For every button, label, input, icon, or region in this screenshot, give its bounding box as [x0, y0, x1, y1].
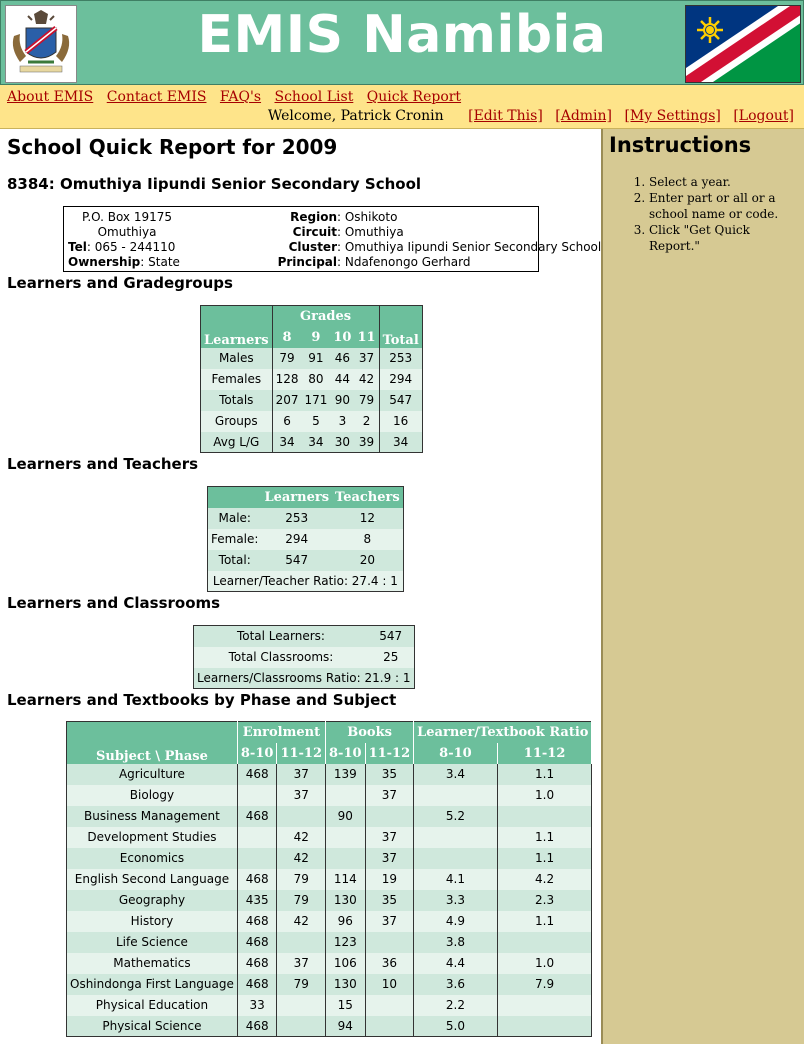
- phase-value: 2.3: [497, 890, 592, 911]
- phase-value: 3.4: [414, 764, 498, 785]
- gradegroups-table: [200, 305, 423, 453]
- table-row: [201, 390, 423, 411]
- phase-value: 4.9: [414, 911, 498, 932]
- phase-value: 1.1: [497, 764, 592, 785]
- phase-value: 114: [326, 869, 366, 890]
- phase-value: 139: [326, 764, 366, 785]
- phase-value: 106: [326, 953, 366, 974]
- phase-value: 37: [365, 827, 414, 848]
- nav-faqs[interactable]: FAQ's: [219, 89, 262, 105]
- phase-value: [497, 932, 592, 953]
- teachers-value: 8: [332, 529, 403, 550]
- phase-value: [326, 827, 366, 848]
- row-total: 294: [379, 369, 422, 390]
- col-learners: Learners: [201, 306, 273, 348]
- table-row: [67, 911, 592, 932]
- town: Omuthiya: [97, 225, 157, 239]
- row-label: Total Learners:: [194, 626, 368, 647]
- instruction-step: 3. Click "Get Quick Report.": [649, 222, 799, 254]
- phase-value: 7.9: [497, 974, 592, 995]
- col-grade: 11: [354, 327, 379, 348]
- row-label: Females: [201, 369, 273, 390]
- phase-value: [365, 1016, 414, 1037]
- col-phase: 11-12: [277, 743, 326, 764]
- teachers-table: [207, 486, 404, 592]
- phase-value: [497, 1016, 592, 1037]
- table-row: [201, 432, 423, 453]
- phase-value: 130: [326, 890, 366, 911]
- table-row: [67, 764, 592, 785]
- phase-value: 79: [277, 869, 326, 890]
- section-textbooks: Learners and Textbooks by Phase and Subject: [7, 691, 397, 709]
- cluster-value: : Omuthiya Iipundi Senior Secondary School: [337, 240, 602, 254]
- phase-value: 1.1: [497, 911, 592, 932]
- phase-value: 130: [326, 974, 366, 995]
- phase-value: 3.3: [414, 890, 498, 911]
- col-phase: 11-12: [365, 743, 414, 764]
- po-box: P.O. Box 19175: [81, 210, 173, 224]
- phase-value: 35: [365, 890, 414, 911]
- col-grade: 9: [301, 327, 330, 348]
- col-ratio: Learner/Textbook Ratio: [414, 722, 592, 743]
- grade-value: 2: [354, 411, 379, 432]
- phase-value: 468: [237, 953, 277, 974]
- phase-value: 1.1: [497, 827, 592, 848]
- phase-value: [497, 995, 592, 1016]
- classrooms-table: [193, 625, 415, 689]
- phase-value: 1.0: [497, 785, 592, 806]
- table-row: [194, 647, 415, 668]
- learner-teacher-ratio: Learner/Teacher Ratio: 27.4 : 1: [208, 571, 404, 592]
- row-label: Males: [201, 348, 273, 369]
- phase-value: [326, 848, 366, 869]
- instruction-step: 1. Select a year.: [649, 174, 799, 190]
- admin-link[interactable]: [Admin]: [555, 108, 613, 124]
- grade-value: 91: [301, 348, 330, 369]
- grade-value: 207: [272, 390, 301, 411]
- phase-value: 37: [277, 785, 326, 806]
- circuit-value: : Omuthiya: [337, 225, 404, 239]
- page-title: School Quick Report for 2009: [7, 135, 338, 159]
- row-label: Avg L/G: [201, 432, 273, 453]
- nav-contact-emis[interactable]: Contact EMIS: [106, 89, 207, 105]
- section-classrooms: Learners and Classrooms: [7, 594, 221, 612]
- phase-value: 3.8: [414, 932, 498, 953]
- phase-value: 435: [237, 890, 277, 911]
- phase-value: 36: [365, 953, 414, 974]
- row-total: 34: [379, 432, 422, 453]
- col-grades: Grades: [272, 306, 379, 327]
- nav-school-list[interactable]: School List: [274, 89, 354, 105]
- subject-name: Geography: [67, 890, 238, 911]
- table-row: [67, 932, 592, 953]
- phase-value: 468: [237, 869, 277, 890]
- phase-value: 4.1: [414, 869, 498, 890]
- phase-value: 468: [237, 764, 277, 785]
- phase-value: 94: [326, 1016, 366, 1037]
- subject-name: Biology: [67, 785, 238, 806]
- col-books: Books: [326, 722, 414, 743]
- phase-value: 33: [237, 995, 277, 1016]
- phase-value: [277, 932, 326, 953]
- tel-label: Tel: [68, 240, 87, 254]
- grade-value: 6: [272, 411, 301, 432]
- grade-value: 90: [330, 390, 354, 411]
- phase-value: [277, 995, 326, 1016]
- logout-link[interactable]: [Logout]: [733, 108, 794, 124]
- table-row: [67, 974, 592, 995]
- phase-value: [365, 806, 414, 827]
- subject-name: Physical Science: [67, 1016, 238, 1037]
- col-blank: [208, 487, 262, 508]
- table-row: [194, 668, 415, 689]
- cluster-label: Cluster: [288, 240, 337, 254]
- region-label: Region: [290, 210, 337, 224]
- table-row: [208, 529, 404, 550]
- row-label: Groups: [201, 411, 273, 432]
- phase-value: 1.0: [497, 953, 592, 974]
- phase-value: [326, 785, 366, 806]
- nav-about-emis[interactable]: About EMIS: [7, 89, 94, 105]
- phase-value: 468: [237, 974, 277, 995]
- col-enrolment: Enrolment: [237, 722, 325, 743]
- subject-name: Economics: [67, 848, 238, 869]
- grade-value: 39: [354, 432, 379, 453]
- phase-value: 468: [237, 911, 277, 932]
- phase-value: 4.4: [414, 953, 498, 974]
- instructions-title: Instructions: [609, 133, 752, 157]
- learners-value: 253: [261, 508, 332, 529]
- row-total: 547: [379, 390, 422, 411]
- subject-name: Agriculture: [67, 764, 238, 785]
- table-row: [201, 411, 423, 432]
- phase-value: 37: [365, 911, 414, 932]
- textbooks-table: [66, 721, 592, 1037]
- col-phase: 8-10: [326, 743, 366, 764]
- site-header: [0, 0, 804, 85]
- col-learners: Learners: [261, 487, 332, 508]
- phase-value: 15: [326, 995, 366, 1016]
- grade-value: 46: [330, 348, 354, 369]
- tel-value: : 065 - 244110: [86, 240, 176, 254]
- site-title: EMIS Namibia: [197, 5, 607, 65]
- table-row: [194, 626, 415, 647]
- phase-value: 468: [237, 806, 277, 827]
- learner-classroom-ratio: Learners/Classrooms Ratio: 21.9 : 1: [194, 668, 415, 689]
- phase-value: [414, 848, 498, 869]
- row-total: 253: [379, 348, 422, 369]
- phase-value: 35: [365, 764, 414, 785]
- table-row: [208, 508, 404, 529]
- row-label: Total:: [208, 550, 262, 571]
- grade-value: 3: [330, 411, 354, 432]
- row-label: Total Classrooms:: [194, 647, 368, 668]
- phase-value: 79: [277, 890, 326, 911]
- col-total: Total: [379, 306, 422, 348]
- edit-this-link[interactable]: [Edit This]: [468, 108, 543, 124]
- phase-value: 96: [326, 911, 366, 932]
- subject-name: Oshindonga First Language: [67, 974, 238, 995]
- grade-value: 42: [354, 369, 379, 390]
- col-grade: 10: [330, 327, 354, 348]
- row-value: 547: [368, 626, 414, 647]
- grade-value: 44: [330, 369, 354, 390]
- grade-value: 171: [301, 390, 330, 411]
- col-teachers: Teachers: [332, 487, 403, 508]
- school-name: 8384: Omuthiya Iipundi Senior Secondary School: [7, 175, 422, 193]
- table-row: [67, 869, 592, 890]
- user-bar: [268, 108, 794, 124]
- col-phase: 11-12: [497, 743, 592, 764]
- ownership-label: Ownership: [68, 255, 141, 269]
- section-teachers: Learners and Teachers: [7, 455, 199, 473]
- instruction-step: 2. Enter part or all or a school name or code.: [649, 190, 799, 222]
- table-row: [208, 550, 404, 571]
- school-info-box: [63, 206, 602, 272]
- phase-value: 37: [365, 848, 414, 869]
- phase-value: 5.2: [414, 806, 498, 827]
- principal-value: : Ndafenongo Gerhard: [337, 255, 471, 269]
- instructions-list: [629, 174, 799, 254]
- grade-value: 34: [301, 432, 330, 453]
- region-value: : Oshikoto: [337, 210, 398, 224]
- phase-value: 37: [277, 764, 326, 785]
- phase-value: 5.0: [414, 1016, 498, 1037]
- phase-value: 79: [277, 974, 326, 995]
- namibia-flag-icon: [685, 5, 801, 83]
- col-phase: 8-10: [237, 743, 277, 764]
- subject-name: Mathematics: [67, 953, 238, 974]
- subject-name: English Second Language: [67, 869, 238, 890]
- row-label: Female:: [208, 529, 262, 550]
- subject-name: Life Science: [67, 932, 238, 953]
- phase-value: 42: [277, 827, 326, 848]
- phase-value: 468: [237, 932, 277, 953]
- phase-value: 42: [277, 848, 326, 869]
- table-row: [201, 348, 423, 369]
- col-grade: 8: [272, 327, 301, 348]
- phase-value: [497, 806, 592, 827]
- nav-bar: [0, 85, 804, 129]
- learners-value: 547: [261, 550, 332, 571]
- nav-quick-report[interactable]: Quick Report: [366, 89, 462, 105]
- table-row: [201, 369, 423, 390]
- phase-value: [237, 785, 277, 806]
- ownership-value: : State: [140, 255, 180, 269]
- phase-value: 3.6: [414, 974, 498, 995]
- learners-value: 294: [261, 529, 332, 550]
- teachers-value: 20: [332, 550, 403, 571]
- main-content: [0, 129, 600, 1044]
- phase-value: [365, 995, 414, 1016]
- phase-value: 19: [365, 869, 414, 890]
- table-row: [67, 785, 592, 806]
- table-row: [67, 848, 592, 869]
- table-row: [208, 571, 404, 592]
- col-phase: 8-10: [414, 743, 498, 764]
- table-row: [67, 827, 592, 848]
- phase-value: [277, 1016, 326, 1037]
- section-gradegroups: Learners and Gradegroups: [7, 274, 233, 292]
- row-label: Totals: [201, 390, 273, 411]
- table-row: [67, 953, 592, 974]
- table-row: [67, 995, 592, 1016]
- circuit-label: Circuit: [292, 225, 337, 239]
- grade-value: 80: [301, 369, 330, 390]
- table-row: [67, 890, 592, 911]
- table-row: [67, 1016, 592, 1037]
- phase-value: [365, 932, 414, 953]
- phase-value: [414, 827, 498, 848]
- row-total: 16: [379, 411, 422, 432]
- principal-label: Principal: [277, 255, 337, 269]
- phase-value: [237, 827, 277, 848]
- table-row: [67, 806, 592, 827]
- row-value: 25: [368, 647, 414, 668]
- phase-value: 468: [237, 1016, 277, 1037]
- phase-value: [277, 806, 326, 827]
- phase-value: 10: [365, 974, 414, 995]
- grade-value: 5: [301, 411, 330, 432]
- instructions-sidebar: [601, 129, 804, 1044]
- grade-value: 79: [354, 390, 379, 411]
- phase-value: [414, 785, 498, 806]
- grade-value: 34: [272, 432, 301, 453]
- subject-name: History: [67, 911, 238, 932]
- teachers-value: 12: [332, 508, 403, 529]
- phase-value: 37: [365, 785, 414, 806]
- subject-name: Physical Education: [67, 995, 238, 1016]
- phase-value: 42: [277, 911, 326, 932]
- phase-value: 37: [277, 953, 326, 974]
- phase-value: 1.1: [497, 848, 592, 869]
- phase-value: 2.2: [414, 995, 498, 1016]
- phase-value: [237, 848, 277, 869]
- main-nav: [7, 89, 470, 105]
- row-label: Male:: [208, 508, 262, 529]
- grade-value: 79: [272, 348, 301, 369]
- grade-value: 37: [354, 348, 379, 369]
- grade-value: 128: [272, 369, 301, 390]
- phase-value: 123: [326, 932, 366, 953]
- grade-value: 30: [330, 432, 354, 453]
- subject-name: Business Management: [67, 806, 238, 827]
- phase-value: 4.2: [497, 869, 592, 890]
- col-subject-phase: Subject \ Phase: [67, 722, 238, 764]
- my-settings-link[interactable]: [My Settings]: [624, 108, 721, 124]
- subject-name: Development Studies: [67, 827, 238, 848]
- phase-value: 90: [326, 806, 366, 827]
- welcome-text: Welcome, Patrick Cronin: [267, 108, 444, 124]
